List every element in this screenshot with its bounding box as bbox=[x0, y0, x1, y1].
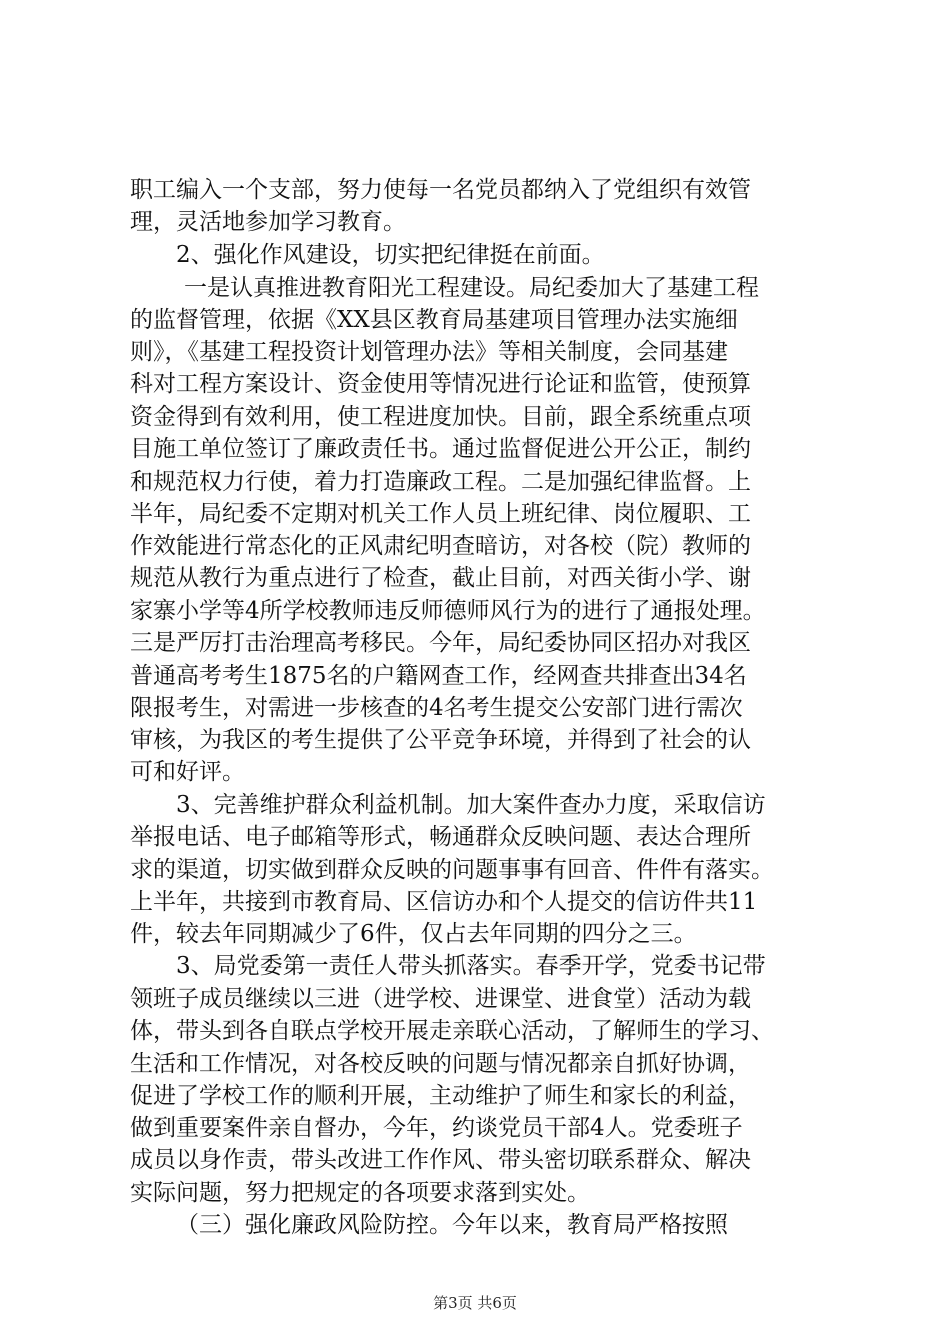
text-line: 做到重要案件亲自督办，今年，约谈党员干部4人。党委班子 bbox=[130, 1115, 743, 1141]
page-number-footer: 第3页 共6页 bbox=[433, 1294, 517, 1312]
text-line: 作效能进行常态化的正风肃纪明查暗访，对各校（院）教师的 bbox=[130, 533, 751, 559]
text-line: 理，灵活地参加学习教育。 bbox=[130, 209, 406, 235]
text-line: 上半年，共接到市教育局、区信访办和个人提交的信访件共11 bbox=[130, 889, 758, 915]
text-line: 科对工程方案设计、资金使用等情况进行论证和监管，使预算 bbox=[130, 371, 751, 397]
text-line: 举报电话、电子邮箱等形式，畅通群众反映问题、表达合理所 bbox=[130, 824, 751, 850]
text-line: 促进了学校工作的顺利开展，主动维护了师生和家长的利益， bbox=[130, 1083, 751, 1109]
text-line: 体，带头到各自联点学校开展走亲联心活动，了解师生的学习、 bbox=[130, 1018, 774, 1044]
section-heading: 2、强化作风建设，切实把纪律挺在前面。 bbox=[176, 242, 605, 268]
text-line: 实际问题，努力把规定的各项要求落到实处。 bbox=[130, 1180, 590, 1206]
text-line: 规范从教行为重点进行了检查，截止目前，对西关街小学、谢 bbox=[130, 565, 751, 591]
text-line: 领班子成员继续以三进（进学校、进课堂、进食堂）活动为载 bbox=[130, 986, 751, 1012]
paragraph-start: 3、完善维护群众利益机制。加大案件查办力度，采取信访 bbox=[176, 792, 766, 818]
text-line: 半年，局纪委不定期对机关工作人员上班纪律、岗位履职、工 bbox=[130, 501, 751, 527]
text-line: 的监督管理，依据《XX县区教育局基建项目管理办法实施细 bbox=[130, 307, 738, 333]
text-line: 资金得到有效利用，使工程进度加快。目前，跟全系统重点项 bbox=[130, 404, 751, 430]
paragraph-start: 一是认真推进教育阳光工程建设。局纪委加大了基建工程 bbox=[184, 275, 759, 301]
text-line: 求的渠道，切实做到群众反映的问题事事有回音、件件有落实。 bbox=[130, 857, 774, 883]
text-line: 件，较去年同期减少了6件，仅占去年同期的四分之三。 bbox=[130, 921, 697, 947]
text-line: 家寨小学等4所学校教师违反师德师风行为的进行了通报处理。 bbox=[130, 598, 766, 624]
text-line: 三是严厉打击治理高考移民。今年，局纪委协同区招办对我区 bbox=[130, 630, 751, 656]
text-line: 限报考生，对需进一步核查的4名考生提交公安部门进行需次 bbox=[130, 695, 743, 721]
section-heading: （三）强化廉政风险防控。今年以来，教育局严格按照 bbox=[176, 1212, 728, 1238]
text-line: 成员以身作责，带头改进工作作风、带头密切联系群众、解决 bbox=[130, 1147, 751, 1173]
text-line: 审核，为我区的考生提供了公平竞争环境，并得到了社会的认 bbox=[130, 727, 751, 753]
text-line: 生活和工作情况，对各校反映的问题与情况都亲自抓好协调， bbox=[130, 1051, 751, 1077]
text-line: 目施工单位签订了廉政责任书。通过监督促进公开公正，制约 bbox=[130, 436, 751, 462]
text-line: 普通高考考生1875名的户籍网查工作，经网查共排查出34名 bbox=[130, 663, 747, 689]
text-line: 职工编入一个支部，努力使每一名党员都纳入了党组织有效管 bbox=[130, 177, 751, 203]
paragraph-start: 3、局党委第一责任人带头抓落实。春季开学，党委书记带 bbox=[176, 953, 766, 979]
text-line: 可和好评。 bbox=[130, 759, 245, 785]
text-line: 和规范权力行使，着力打造廉政工程。二是加强纪律监督。上 bbox=[130, 469, 751, 495]
text-line: 则》，《基建工程投资计划管理办法》等相关制度，会同基建 bbox=[130, 339, 728, 365]
